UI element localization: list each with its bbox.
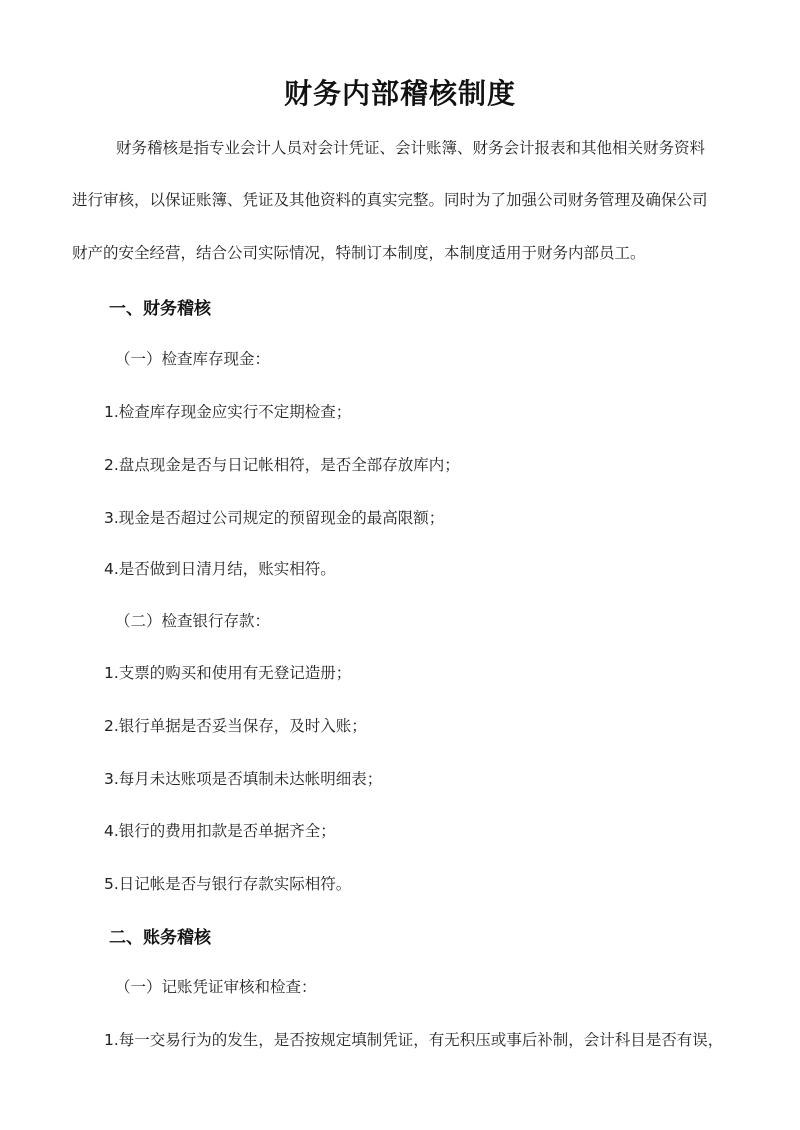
list-item: 3.每月未达账项是否填制未达帐明细表；	[104, 770, 383, 788]
section-heading-accounts-audit: 二、账务稽核	[109, 928, 211, 948]
list-item: 1.支票的购买和使用有无登记造册；	[104, 664, 352, 682]
subsection-cash-check: （一）检查库存现金：	[115, 350, 271, 368]
list-item: 4.是否做到日清月结，账实相符。	[104, 560, 336, 578]
list-item: 2.盘点现金是否与日记帐相符，是否全部存放库内；	[104, 456, 460, 474]
intro-line-3: 财产的安全经营，结合公司实际情况，特制订本制度，本制度适用于财务内部员工。	[72, 244, 646, 262]
list-item: 1.检查库存现金应实行不定期检查；	[104, 403, 352, 421]
list-item: 4.银行的费用扣款是否单据齐全；	[104, 822, 336, 840]
list-item: 1.每一交易行为的发生，是否按规定填制凭证，有无积压或事后补制，会计科目是否有误，	[104, 1031, 724, 1049]
list-item: 3.现金是否超过公司规定的预留现金的最高限额；	[104, 509, 445, 527]
document-title: 财务内部稽核制度	[283, 77, 516, 110]
intro-line-1: 财务稽核是指专业会计人员对会计凭证、会计账簿、财务会计报表和其他相关财务资料	[116, 139, 706, 157]
list-item: 5.日记帐是否与银行存款实际相符。	[104, 875, 352, 893]
list-item: 2.银行单据是否妥当保存，及时入账；	[104, 717, 367, 735]
subsection-voucher-review: （一）记账凭证审核和检查：	[115, 978, 317, 996]
subsection-bank-deposit-check: （二）检查银行存款：	[115, 612, 271, 630]
section-heading-finance-audit: 一、财务稽核	[109, 299, 211, 319]
intro-line-2: 进行审核，以保证账簿、凭证及其他资料的真实完整。同时为了加强公司财务管理及确保公司	[72, 191, 708, 209]
